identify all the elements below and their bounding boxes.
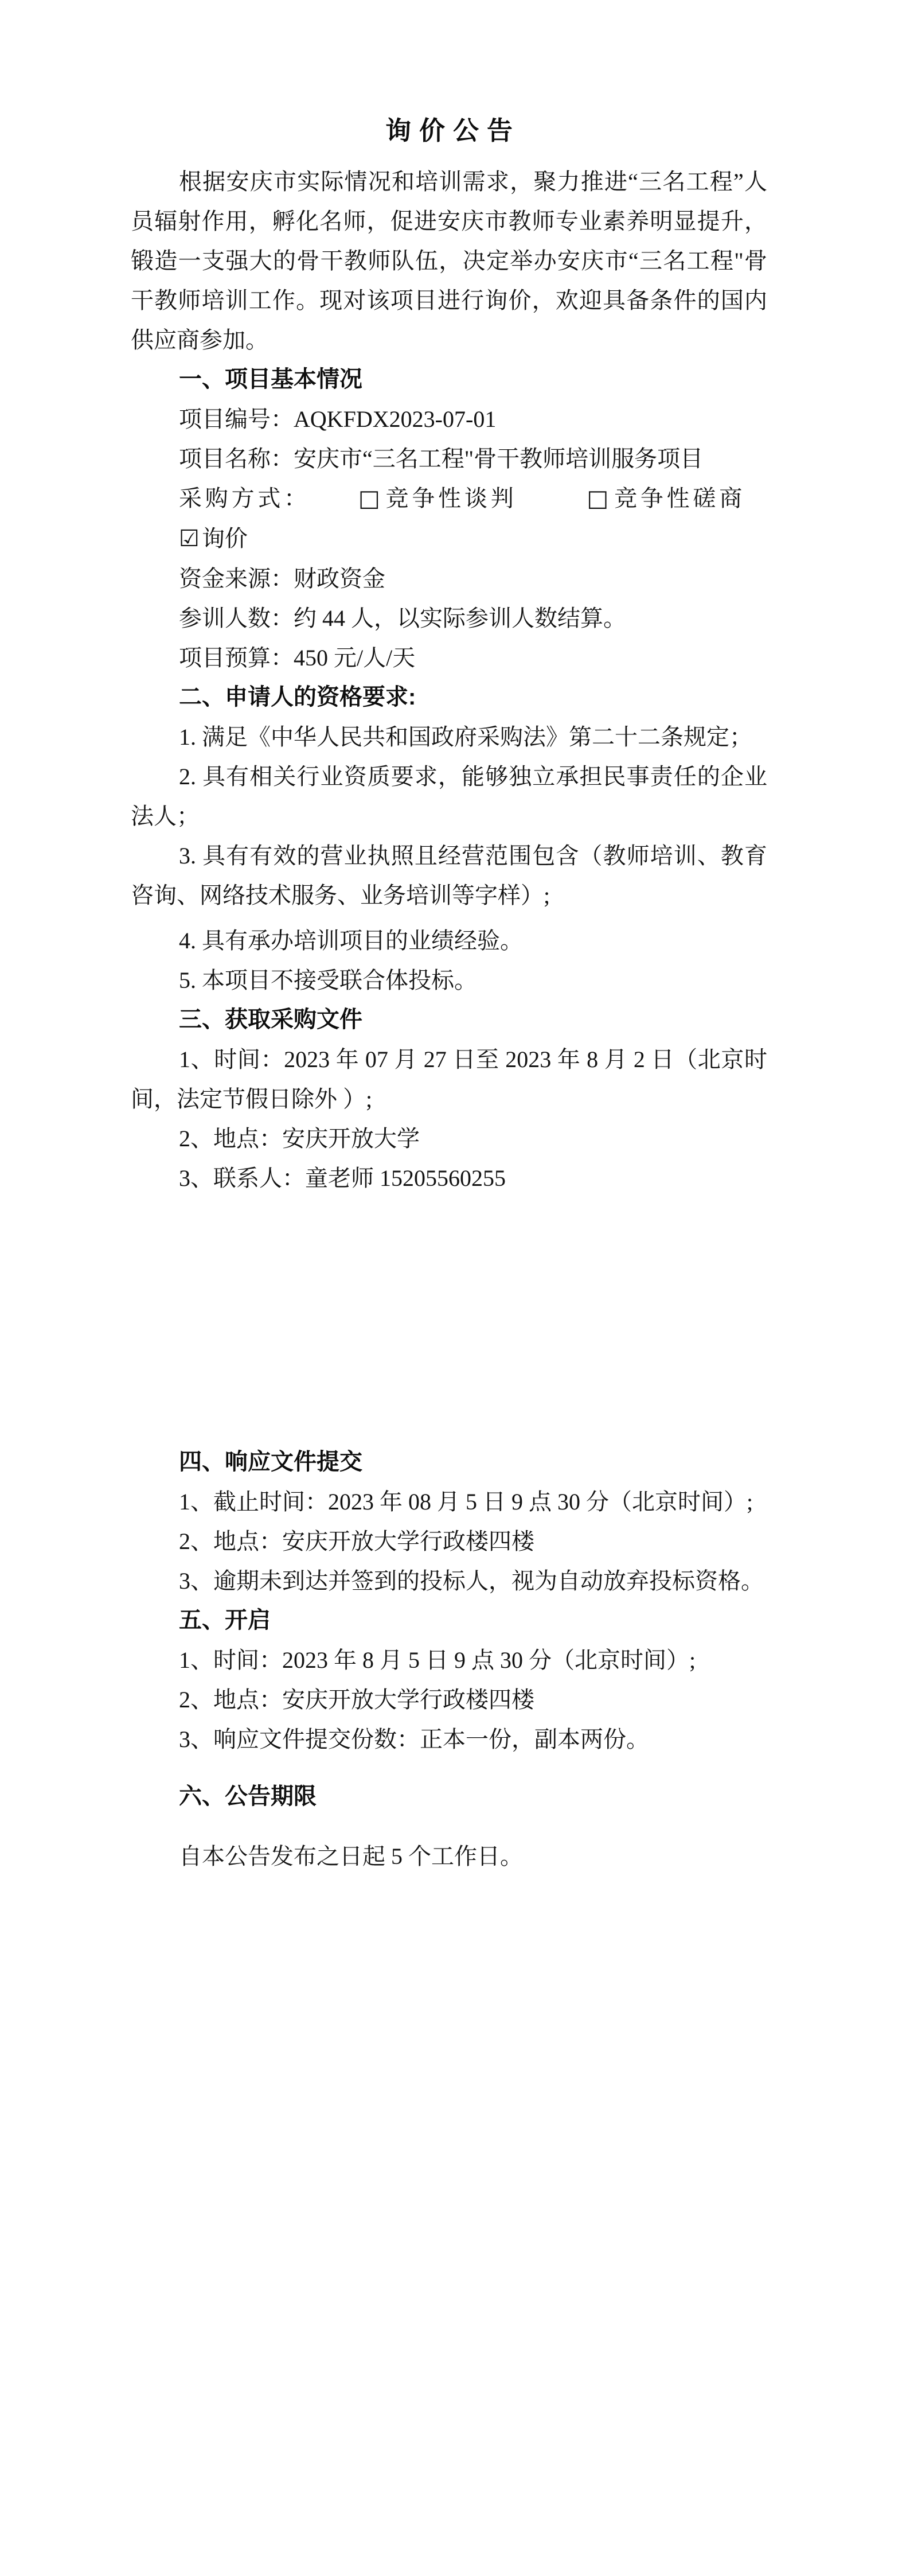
- opening-time-line: 1、时间：2023 年 8 月 5 日 9 点 30 分（北京时间）;: [179, 1647, 696, 1673]
- checkbox-unchecked-icon: □: [358, 485, 380, 512]
- submission-late-rule-line: 3、逾期未到达并签到的投标人，视为自动放弃投标资格。: [179, 1568, 764, 1594]
- document-obtain-contact-line: 3、联系人：童老师 15205560255: [179, 1165, 506, 1191]
- qualification-item-4: 4. 具有承办培训项目的业绩经验。: [179, 928, 523, 954]
- section1-heading: 一、项目基本情况: [179, 367, 362, 392]
- document-obtain-time-line: 1、时间：2023 年 07 月 27 日至 2023 年 8 月 2 日（北京时间，法定节假日除外 ）;: [131, 1046, 767, 1112]
- document-obtain-place-line: 2、地点：安庆开放大学: [179, 1126, 420, 1151]
- opening-place-line: 2、地点：安庆开放大学行政楼四楼: [179, 1687, 534, 1713]
- project-number-line: 项目编号：AQKFDX2023-07-01: [179, 406, 497, 432]
- section3-heading: 三、获取采购文件: [179, 1007, 362, 1032]
- submission-place-line: 2、地点：安庆开放大学行政楼四楼: [179, 1528, 534, 1554]
- procurement-option-inquiry: 询价: [201, 526, 248, 551]
- procurement-label: 采购方式：: [179, 485, 310, 511]
- procurement-option-negotiation: 竞争性谈判: [382, 485, 517, 511]
- intro-paragraph: 根据安庆市实际情况和培训需求，聚力推进“三名工程”人员辐射作用，孵化名师，促进安庆市教师专业素养明显提升，锻造一支强大的骨干教师队伍，决定举办安庆市“三名工程"骨干教师培训工作。现对该项目进行询价，欢迎具备条件的国内供应商参加。: [131, 169, 767, 353]
- submission-deadline-line: 1、截止时间：2023 年 08 月 5 日 9 点 30 分（北京时间）;: [179, 1489, 753, 1515]
- section2-heading: 二、申请人的资格要求:: [179, 684, 416, 710]
- qualification-item-3: 3. 具有有效的营业执照且经营范围包含（教师培训、教育咨询、网络技术服务、业务培训等字样）;: [131, 843, 767, 908]
- checkbox-unchecked-icon: □: [587, 485, 609, 512]
- qualification-item-1: 1. 满足《中华人民共和国政府采购法》第二十二条规定；: [179, 724, 752, 750]
- participants-line: 参训人数：约 44 人，以实际参训人数结算。: [179, 605, 626, 631]
- qualification-item-5: 5. 本项目不接受联合体投标。: [179, 967, 477, 993]
- section5-heading: 五、开启: [179, 1608, 271, 1633]
- checkbox-checked-icon: ☑: [179, 526, 200, 552]
- section4-heading: 四、响应文件提交: [179, 1449, 362, 1474]
- funding-source-line: 资金来源：财政资金: [179, 566, 385, 592]
- project-name-line: 项目名称：安庆市“三名工程"骨干教师培训服务项目: [179, 446, 704, 472]
- opening-copies-line: 3、响应文件提交份数：正本一份，副本两份。: [179, 1726, 649, 1752]
- page-break-gap: [131, 1198, 767, 1442]
- procurement-option-consultation: 竞争性磋商: [611, 485, 746, 511]
- page-title: 询价公告: [385, 116, 521, 145]
- document-body: [131, 112, 767, 1876]
- procurement-method-line: [131, 478, 767, 559]
- section6-heading: 六、公告期限: [179, 1784, 317, 1809]
- announcement-period-line: 自本公告发布之日起 5 个工作日。: [179, 1843, 523, 1869]
- qualification-item-2: 2. 具有相关行业资质要求，能够独立承担民事责任的企业法人；: [131, 764, 767, 829]
- budget-line: 项目预算：450 元/人/天: [179, 645, 416, 671]
